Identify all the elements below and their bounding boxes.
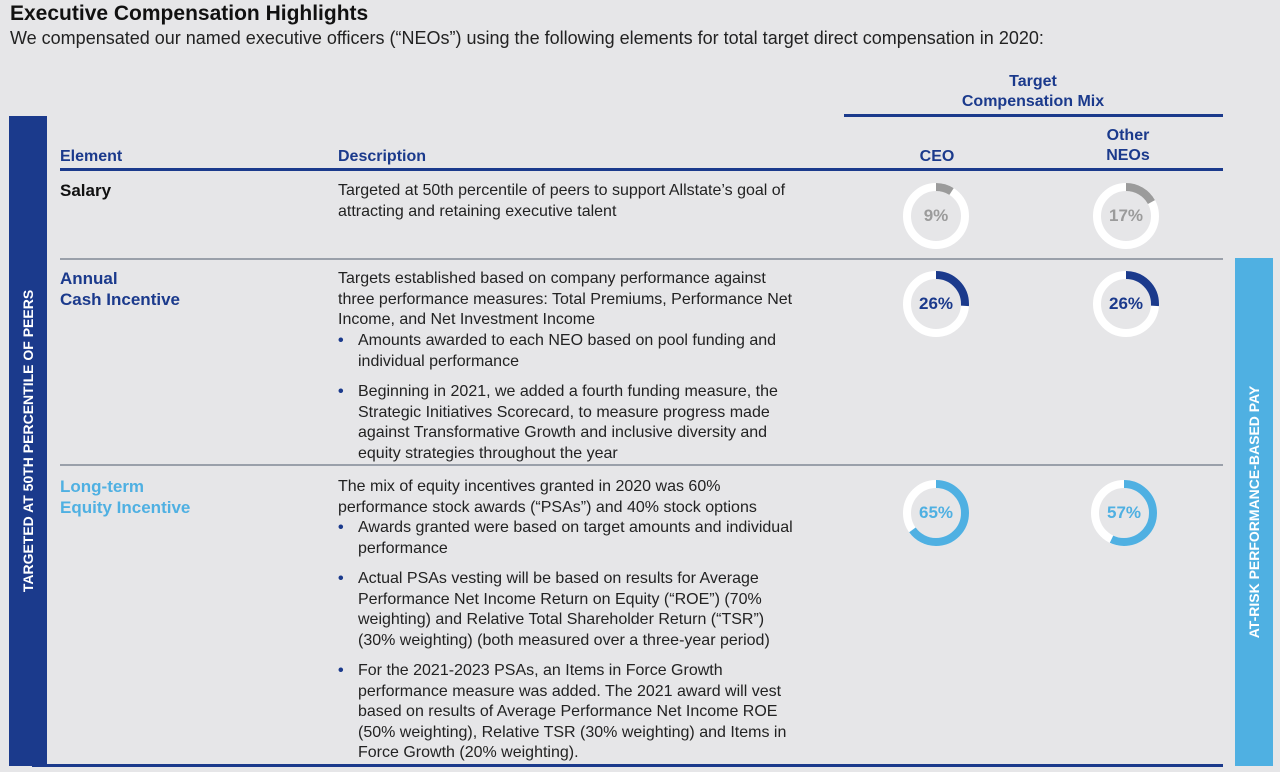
- salary-neo-donut: [1091, 181, 1161, 251]
- bullet-icon: •: [338, 519, 344, 536]
- salary-ceo-donut: [901, 181, 971, 251]
- bullet-line: (50% weighting), Relative TSR (30% weighting) and Items in: [358, 723, 787, 741]
- bullet-line: For the 2021-2023 PSAs, an Items in Force Growth: [358, 662, 723, 679]
- donut-label: 26%: [1108, 294, 1144, 313]
- right-sidebar-band: [1235, 258, 1273, 766]
- other-neos-line1: Other: [1106, 127, 1150, 144]
- salary-description: [338, 181, 853, 222]
- other-neos-line2: NEOs: [1106, 147, 1150, 164]
- bullet-line: against Transformative Growth and inclusive diversity and: [358, 424, 768, 442]
- bullet-line: Awards granted were based on target amounts and individual: [358, 519, 793, 536]
- donut-label: 9%: [923, 206, 949, 225]
- bullet-line: Force Growth (20% weighting).: [358, 744, 579, 762]
- column-header-ceo: CEO: [919, 148, 955, 165]
- bullet-line: weighting) and Relative Total Shareholder Return (“TSR”): [358, 611, 765, 629]
- longterm-bullet-1: [338, 518, 838, 559]
- donut-label: 17%: [1108, 206, 1144, 225]
- target-mix-line1: Target: [1009, 73, 1057, 90]
- column-header-other-neos: [1088, 126, 1168, 166]
- bullet-line: performance: [358, 539, 448, 557]
- bullet-line: Performance Net Income Return on Equity (“ROE”) (70%: [358, 590, 762, 608]
- longterm-neo-donut: [1089, 478, 1159, 548]
- column-header-element: Element: [60, 148, 123, 165]
- right-sidebar-label: AT-RISK PERFORMANCE-BASED PAY: [1246, 385, 1262, 639]
- longterm-description: [338, 477, 853, 518]
- annual-ceo-donut: [901, 269, 971, 339]
- mix-header-divider: [844, 114, 1223, 117]
- bullet-icon: •: [338, 570, 344, 587]
- left-sidebar-band: [9, 116, 47, 766]
- annual-bullet-1: [338, 331, 838, 372]
- bullet-line: Beginning in 2021, we added a fourth funding measure, the: [358, 383, 778, 400]
- column-header-description: Description: [338, 148, 427, 165]
- donut-label: 57%: [1106, 503, 1142, 522]
- desc-line: attracting and retaining executive talent: [338, 202, 617, 220]
- left-sidebar-label: TARGETED AT 50TH PERCENTILE OF PEERS: [20, 289, 36, 593]
- page-title: Executive Compensation Highlights: [10, 2, 369, 25]
- bullet-line: based on results of Average Performance Net Income ROE: [358, 703, 778, 721]
- page-subtitle: We compensated our named executive officers (“NEOs”) using the following elements for total target direct compensation in 2020:: [10, 28, 1044, 48]
- bullet-line: Actual PSAs vesting will be based on results for Average: [358, 570, 759, 587]
- bottom-divider: [32, 764, 1223, 767]
- annual-neo-donut: [1091, 269, 1161, 339]
- row-divider: [60, 258, 1223, 260]
- longterm-ceo-donut: [901, 478, 971, 548]
- bullet-icon: •: [338, 332, 344, 349]
- desc-line: The mix of equity incentives granted in 2020 was 60%: [338, 478, 721, 495]
- bullet-line: individual performance: [358, 352, 519, 370]
- bullet-line: equity strategies throughout the year: [358, 444, 618, 462]
- element-name-line2: Cash Incentive: [60, 290, 180, 309]
- desc-line: Targets established based on company performance against: [338, 270, 766, 287]
- bullet-line: Amounts awarded to each NEO based on pool funding and: [358, 332, 777, 349]
- desc-line: Targeted at 50th percentile of peers to support Allstate’s goal of: [338, 182, 786, 199]
- donut-label: 65%: [918, 503, 954, 522]
- target-mix-header: [844, 72, 1222, 112]
- target-mix-line2: Compensation Mix: [961, 93, 1105, 110]
- longterm-bullet-2: [338, 569, 838, 651]
- annual-description: [338, 269, 853, 331]
- bullet-icon: •: [338, 662, 344, 679]
- row-divider: [60, 464, 1223, 466]
- element-salary: Salary: [60, 181, 112, 200]
- bullet-line: performance measure was added. The 2021 award will vest: [358, 682, 782, 700]
- element-annual-cash-incentive: [60, 268, 180, 310]
- element-long-term-equity-incentive: [60, 476, 190, 518]
- bullet-line: Strategic Initiatives Scorecard, to measure progress made: [358, 403, 770, 421]
- element-name-line1: Annual: [60, 269, 118, 288]
- desc-line: performance stock awards (“PSAs”) and 40% stock options: [338, 498, 757, 516]
- element-name-line2: Equity Incentive: [60, 498, 191, 517]
- desc-line: three performance measures: Total Premiums, Performance Net: [338, 290, 793, 308]
- donut-label: 26%: [918, 294, 954, 313]
- desc-line: Income, and Net Investment Income: [338, 311, 596, 329]
- header-divider: [60, 168, 1223, 171]
- annual-bullet-2: [338, 382, 838, 464]
- bullet-icon: •: [338, 383, 344, 400]
- bullet-line: (30% weighting) (both measured over a three-year period): [358, 631, 770, 649]
- longterm-bullet-3: [338, 661, 838, 764]
- element-name-line1: Long-term: [60, 477, 145, 496]
